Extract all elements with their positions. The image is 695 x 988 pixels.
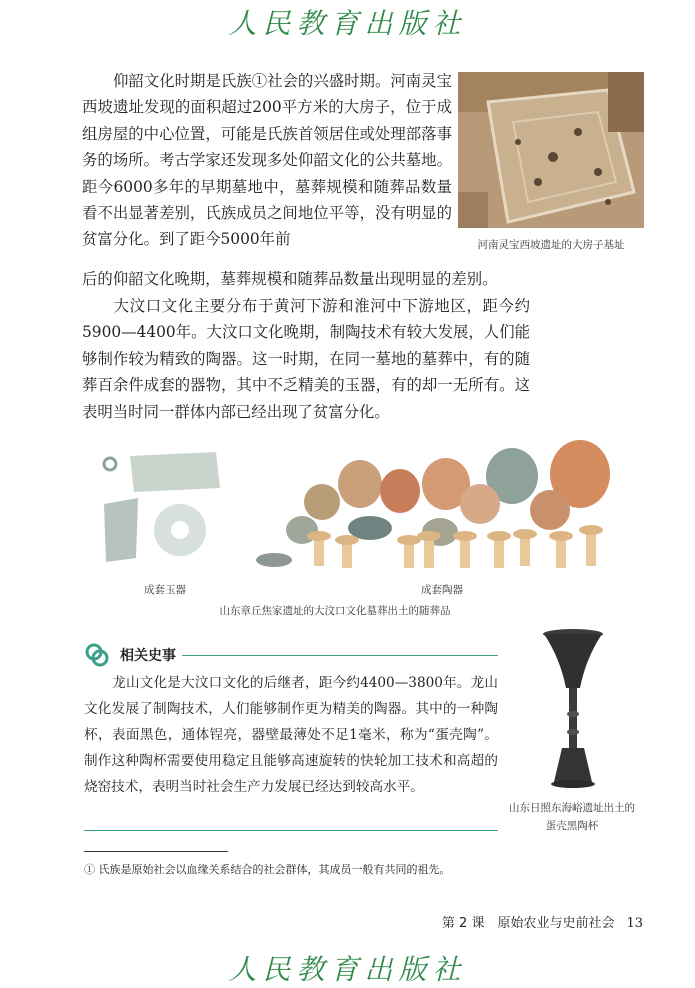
pottery-set-image bbox=[250, 436, 622, 576]
footnote: ① 氏族是原始社会以血缘关系结合的社会群体，其成员一般有共同的祖先。 bbox=[84, 863, 451, 876]
burial-goods-caption: 山东章丘焦家遗址的大汶口文化墓葬出土的随葬品 bbox=[219, 605, 451, 617]
related-history-icon bbox=[84, 642, 110, 668]
eggshell-cup-caption-line2: 蛋壳黑陶杯 bbox=[545, 820, 599, 832]
paragraph-dawenkou: 大汶口文化主要分布于黄河下游和淮河中下游地区，距今约5900—4400年。大汶口文化晚期，制陶技术有较大发展，人们能够制作较为精致的陶器。这一时期，在同一墓地的墓葬中，有的随葬百余件成套的器物，其中不乏精美的玉器，有的却一无所有。这表明当时同一群体内部已经出现了贫富分化。 bbox=[82, 297, 530, 421]
house-foundation-photo bbox=[458, 72, 644, 228]
jade-set-caption: 成套玉器 bbox=[144, 584, 186, 596]
house-photo-caption: 河南灵宝西坡遗址的大房子基址 bbox=[477, 239, 625, 251]
jade-set-image bbox=[96, 448, 226, 572]
footnote-rule bbox=[84, 851, 228, 852]
lesson-title: 第 2 课 原始农业与史前社会 bbox=[441, 916, 615, 931]
pottery-set-photo bbox=[250, 436, 622, 576]
eggshell-cup-image bbox=[540, 628, 606, 792]
page-footer bbox=[442, 912, 643, 931]
eggshell-cup-photo bbox=[540, 628, 606, 792]
section-bottom-rule bbox=[84, 830, 498, 831]
publisher-footer: 人民教育出版社 bbox=[228, 953, 467, 986]
publisher-header: 人民教育出版社 bbox=[228, 7, 467, 40]
related-history-text: 龙山文化是大汶口文化的后继者，距今约4400—3800年。龙山文化发展了制陶技术，人们能够制作更为精美的陶器。其中的一种陶杯，表面黑色，通体锃亮，器壁最薄处不足1毫米，称为“蛋壳陶”。制作这种陶杯需要使用稳定且能够高速旋转的快轮加工技术和高超的烧窑技术，表明当时社会生产力发展已经达到较高水平。 bbox=[84, 675, 498, 795]
pottery-set-caption: 成套陶器 bbox=[421, 584, 463, 596]
eggshell-cup-caption-line1: 山东日照东海峪遗址出土的 bbox=[509, 802, 635, 814]
paragraph-yangshao: 仰韶文化时期是氏族①社会的兴盛时期。河南灵宝西坡遗址发现的面积超过200平方米的大房子，位于成组房屋的中心位置，可能是氏族首领居住或处理部落事务的场所。考古学家还发现多处仰韶文化的公共墓地。距今6000多年的早期墓地中，墓葬规模和随葬品数量看不出显著差别，氏族成员之间地位平等，没有明显的贫富分化。到了距今5000年前 bbox=[82, 72, 452, 249]
section-top-rule bbox=[130, 655, 498, 656]
related-history-title: 相关史事 bbox=[120, 645, 182, 665]
page-number: 13 bbox=[626, 916, 643, 931]
jade-set-photo bbox=[96, 448, 226, 572]
paragraph-yangshao-continued: 后的仰韶文化晚期，墓葬规模和随葬品数量出现明显的差别。 bbox=[82, 270, 498, 288]
house-foundation-image bbox=[458, 72, 644, 228]
